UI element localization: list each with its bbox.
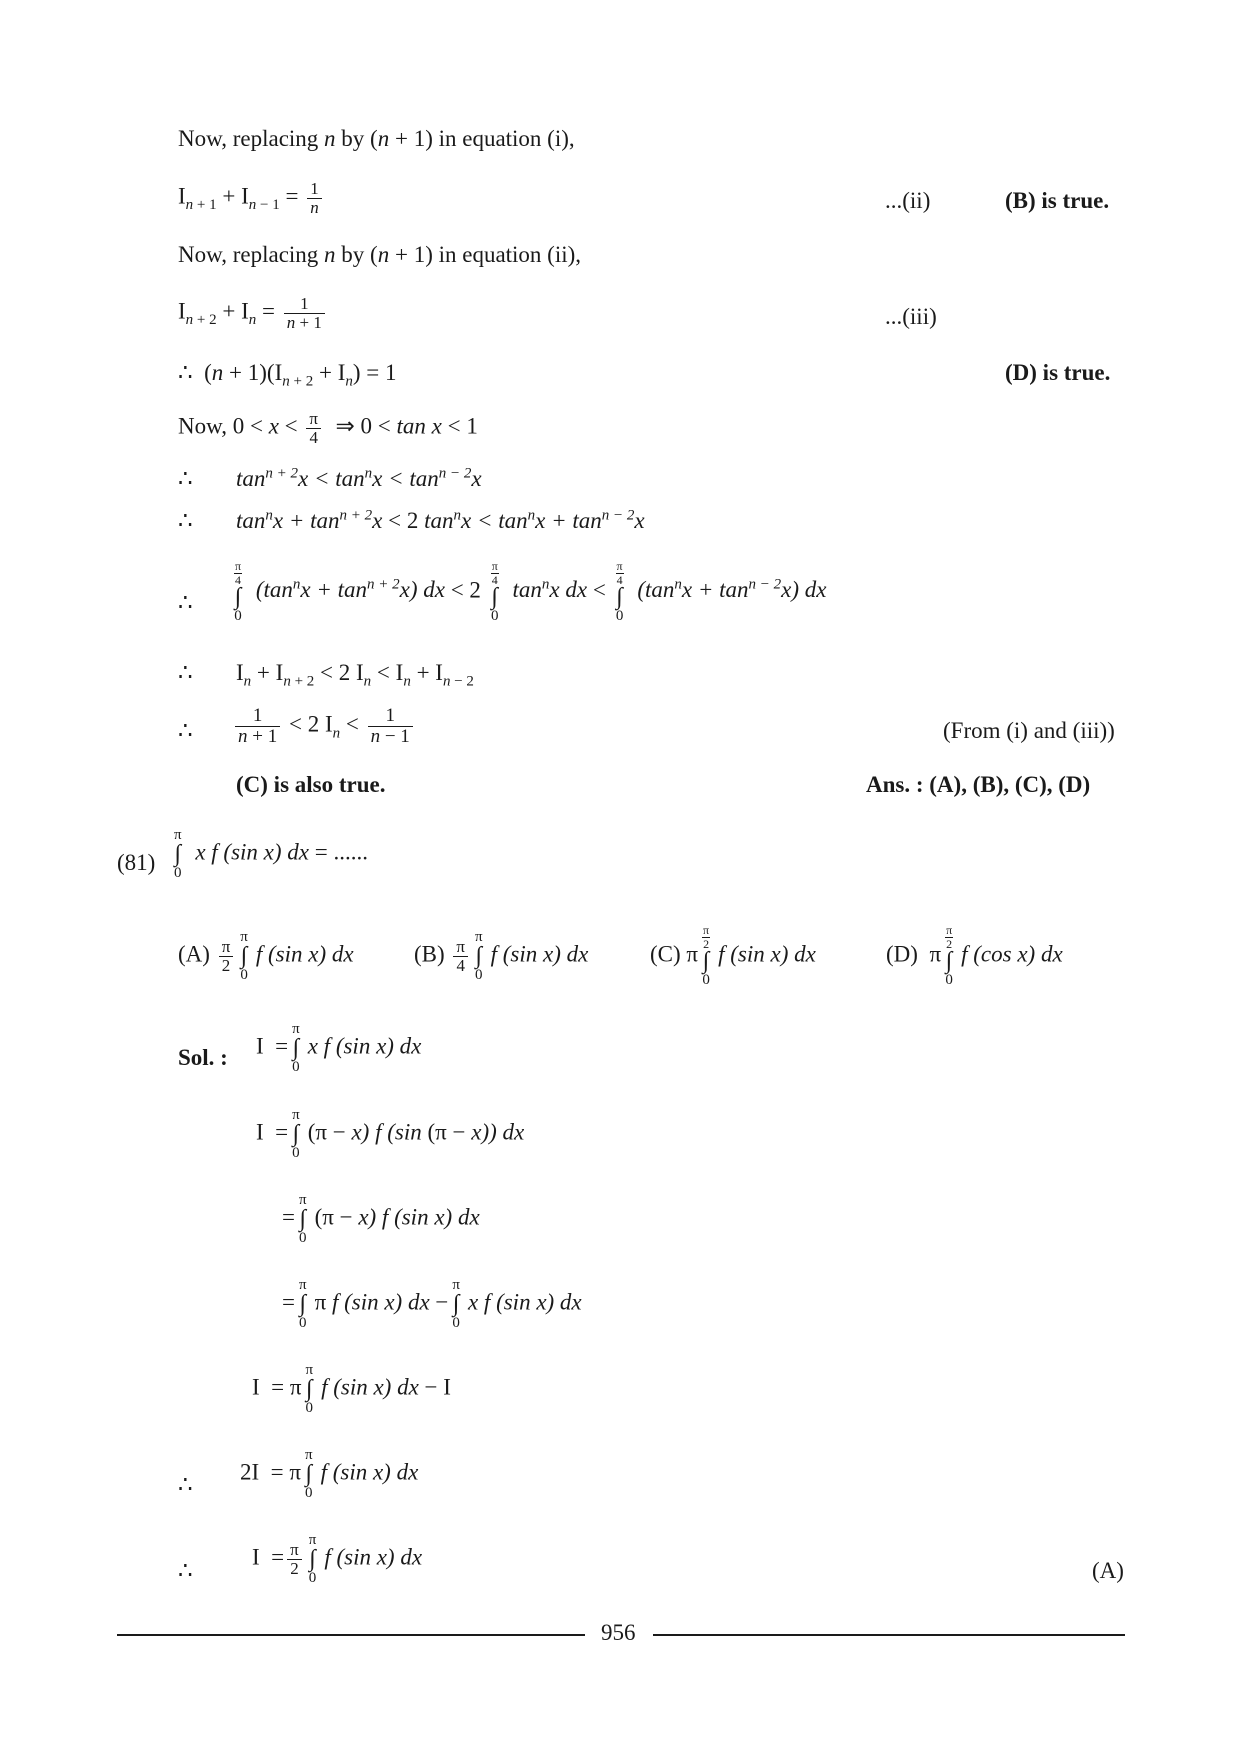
solution-step-2: I = π ∫ 0 (π − x) f (sin (π − x)) dx bbox=[256, 1107, 525, 1161]
option-b: (B) $\frac{\pi}{4}$ π ∫ 0 f (sin x) dx bbox=[414, 929, 589, 983]
solution-step-1: I = π ∫ 0 x f (sin x) dx bbox=[256, 1021, 422, 1075]
text-replacing-n-i: Now, replacing n by (n + 1) in equation (i), bbox=[178, 126, 575, 151]
option-b-label: (B) bbox=[414, 941, 445, 967]
solution-label: Sol. : bbox=[178, 1045, 228, 1070]
c-is-also-true: (C) is also true. bbox=[236, 772, 386, 797]
therefore-symbol: ∴ bbox=[178, 660, 193, 685]
page-number: 956 bbox=[601, 1620, 636, 1645]
equation-i-inequality: $I_n + I_{n + 2} < 2$ $I_n < I_n + I_{n - 2}$ bbox=[236, 660, 474, 690]
option-a: (A) $\frac{\pi}{2}$ π ∫ 0 f (sin x) dx bbox=[178, 929, 354, 983]
footer-rule-left bbox=[117, 1634, 585, 1636]
footer-rule-right bbox=[653, 1634, 1125, 1636]
solution-step-4: = π ∫ 0 π f (sin x) dx − π ∫ 0 x f (sin x) dx bbox=[282, 1277, 582, 1331]
option-d: (D) π $\frac{\pi}{2}$ ∫ 0 f (cos x) dx bbox=[886, 923, 1063, 988]
equation-ii: $I_{n + 1} + I_{n - 1}$ = $\frac{1}{n}$ bbox=[178, 180, 325, 217]
text-replacing-n-ii: Now, replacing n by (n + 1) in equation (ii), bbox=[178, 242, 582, 267]
equation-iii: $I_{n + 2} + I_n$ = $\frac{1}{n + 1}$ bbox=[178, 295, 328, 332]
therefore-symbol: ∴ bbox=[178, 1472, 193, 1497]
question-number: (81) bbox=[117, 850, 156, 875]
b-is-true: (B) is true. bbox=[1005, 188, 1110, 213]
answer-line: Ans. : (A), (B), (C), (D) bbox=[866, 772, 1091, 797]
equation-integral-inequality: $\frac{\pi}{4}$ ∫ 0 $(\tan^nx + \tan^{n + 2}x)$ dx < 2 $\frac{\pi}{4}$ ∫ 0 $\tan^nx$ dx < $\frac{\pi}{4}$ ∫ 0 $(\tan^nx + \tan^{n - 2}x)$ dx bbox=[234, 559, 827, 624]
question-integral: π ∫ 0 x f (sin x) dx = ...... bbox=[174, 827, 368, 881]
option-c-label: (C) bbox=[650, 941, 681, 967]
tag-iii: ...(iii) bbox=[885, 304, 937, 329]
equation-tan-powers: $\tan^{n + 2}x < \tan^nx < \tan^{n - 2}x$ bbox=[236, 465, 482, 491]
therefore-symbol: ∴ bbox=[178, 508, 193, 533]
equation-product: ∴ $(n + 1)(I_{n + 2} + I_n) = 1$ bbox=[178, 360, 397, 390]
equation-tan-inequality: ∴ bbox=[178, 466, 193, 491]
d-is-true: (D) is true. bbox=[1005, 360, 1111, 385]
solution-step-3: = π ∫ 0 (π − x) f (sin x) dx bbox=[282, 1192, 480, 1246]
text-range-x: Now, 0 < x < $\frac{\pi}{4}$ ⇒ 0 < tan x < 1 bbox=[178, 409, 478, 447]
equation-fraction-inequality: $\frac{1}{n + 1}$ < 2 $I_n$ < $\frac{1}{n - 1}$ bbox=[232, 706, 416, 747]
from-i-and-iii: (From (i) and (iii)) bbox=[943, 718, 1115, 743]
solution-step-5: I = π π ∫ 0 f (sin x) dx − I bbox=[252, 1362, 451, 1416]
option-a-label: (A) bbox=[178, 941, 210, 967]
option-d-label: (D) bbox=[886, 941, 918, 967]
solution-final-answer: (A) bbox=[1092, 1558, 1124, 1583]
solution-step-6: 2I = π π ∫ 0 f (sin x) dx bbox=[240, 1447, 419, 1501]
therefore-symbol: ∴ bbox=[178, 718, 193, 743]
solution-step-7: I = $\frac{\pi}{2}$ π ∫ 0 f (sin x) dx bbox=[252, 1532, 423, 1586]
tag-ii: ...(ii) bbox=[885, 188, 931, 213]
therefore-symbol: ∴ bbox=[178, 1558, 193, 1583]
therefore-symbol: ∴ bbox=[178, 590, 193, 615]
option-c: (C) π $\frac{\pi}{2}$ ∫ 0 f (sin x) dx bbox=[650, 923, 816, 988]
equation-tan-sum: $\tan^nx + \tan^{n + 2}x < 2$ $\tan^nx < \tan^nx + \tan^{n - 2}x$ bbox=[236, 507, 645, 533]
